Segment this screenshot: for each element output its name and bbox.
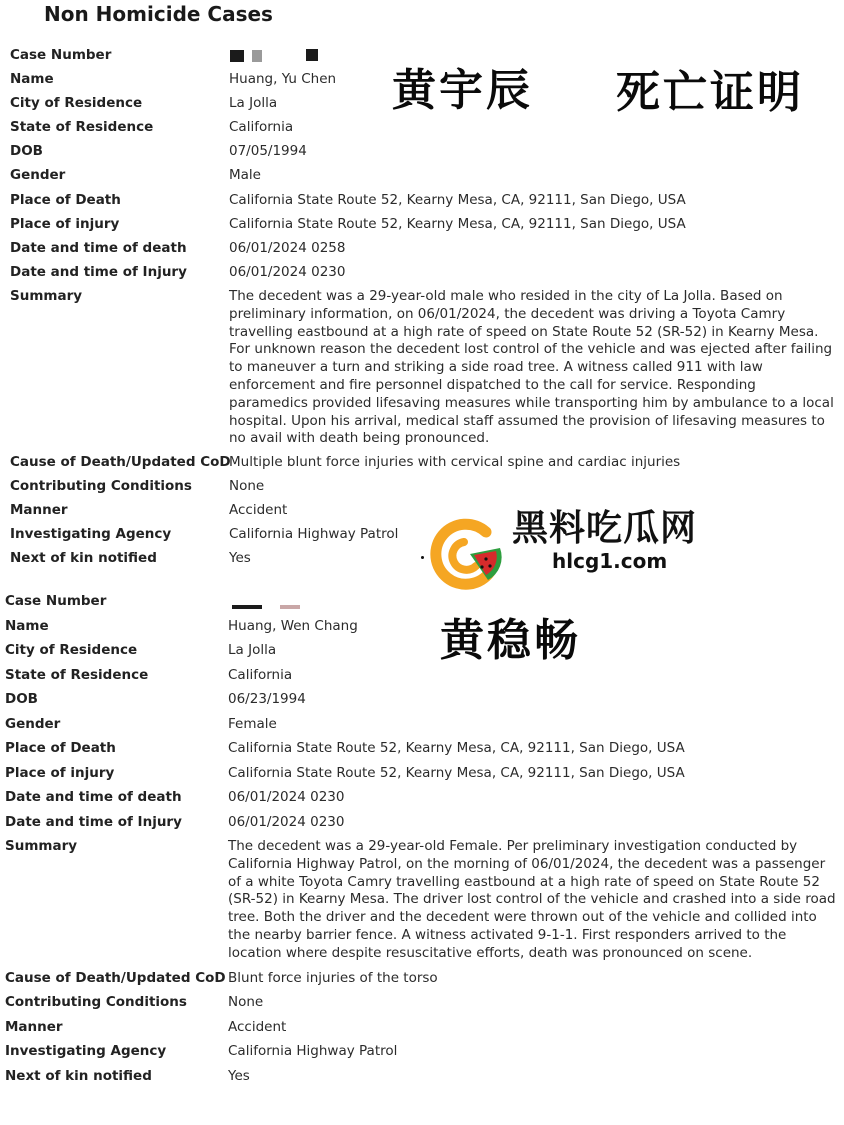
watermelon-logo-icon (428, 514, 508, 594)
dob-value: 07/05/1994 (229, 143, 307, 159)
summary-text: The decedent was a 29-year-old Female. Per preliminary investigation conducted by California Highway Patrol, on the morning of 06/01/2024, the decedent was a passenger of a white Toyota Camry travelling eastbound at a high rate of speed on State Route 52 (SR-52) in Kearny Mesa. The driver lost control of the vehicle and crashed into a side road tree. Both the driver and the decedent were thrown out of the vehicle and collided into the nearby barrier fence. A witness activated 9-1-1. First responders arrived to the location where despite resuscitative efforts, death was pronounced on scene. (228, 838, 836, 961)
gender-value: Female (228, 716, 277, 732)
agency-value: California Highway Patrol (229, 526, 399, 542)
name-label: Name (10, 71, 54, 87)
place-of-death-value: California State Route 52, Kearny Mesa, CA, 92111, San Diego, USA (229, 192, 686, 208)
agency-label: Investigating Agency (10, 526, 172, 542)
name-label: Name (5, 618, 49, 634)
redacted-case-number (306, 49, 318, 61)
place-of-death-label: Place of Death (10, 192, 121, 208)
state-value: California (229, 119, 294, 135)
next-of-kin-label: Next of kin notified (10, 550, 157, 566)
manner-label: Manner (10, 502, 68, 518)
summary-label: Summary (10, 288, 83, 304)
gender-label: Gender (10, 167, 66, 183)
date-of-injury-value: 06/01/2024 0230 (228, 814, 345, 830)
case-number-label: Case Number (10, 47, 112, 63)
redacted-case-number (230, 50, 244, 62)
dob-label: DOB (5, 691, 38, 707)
watermark-url: hlcg1.com (552, 549, 668, 573)
place-of-injury-value: California State Route 52, Kearny Mesa, CA, 92111, San Diego, USA (228, 765, 685, 781)
cause-label: Cause of Death/Updated CoD (5, 970, 226, 986)
watermark-dot (421, 556, 424, 559)
cause-value: Blunt force injuries of the torso (228, 970, 438, 986)
state-value: California (228, 667, 293, 683)
cause-value: Multiple blunt force injuries with cervical spine and cardiac injuries (229, 454, 681, 470)
date-of-injury-label: Date and time of Injury (5, 814, 182, 830)
dob-label: DOB (10, 143, 43, 159)
summary-label: Summary (5, 838, 78, 854)
place-of-death-label: Place of Death (5, 740, 116, 756)
page-title: Non Homicide Cases (44, 2, 273, 26)
city-value: La Jolla (229, 95, 278, 111)
place-of-death-value: California State Route 52, Kearny Mesa, CA, 92111, San Diego, USA (228, 740, 685, 756)
watermark-site-name: 黑料吃瓜网 (512, 508, 698, 549)
city-label: City of Residence (10, 95, 143, 111)
contributing-value: None (228, 994, 264, 1010)
summary-text: The decedent was a 29-year-old male who resided in the city of La Jolla. Based on preliminary information, on 06/01/2024, the decedent was driving a Toyota Camry travelling eastbound at a high rate of speed on State Route 52 (SR-52) in Kearny Mesa. For unknown reason the decedent lost control of the vehicle and was ejected after failing to maneuver a turn and striking a side road tree. A witness called 911 with law enforcement and fire personnel dispatched to the call for service. Responding paramedics provided lifesaving measures while transporting him by ambulance to a local hospital. Upon his arrival, medical staff assumed the provision of lifesaving measures to no avail with death being pronounced. (229, 288, 834, 447)
place-of-injury-label: Place of injury (5, 765, 115, 781)
name-value: Huang, Wen Chang (228, 618, 358, 634)
gender-value: Male (229, 167, 261, 183)
date-of-death-label: Date and time of death (10, 240, 187, 256)
agency-value: California Highway Patrol (228, 1043, 398, 1059)
place-of-injury-value: California State Route 52, Kearny Mesa, CA, 92111, San Diego, USA (229, 216, 686, 232)
redacted-case-number (280, 605, 300, 609)
dob-value: 06/23/1994 (228, 691, 306, 707)
redacted-case-number (252, 50, 262, 62)
manner-label: Manner (5, 1019, 63, 1035)
date-of-death-label: Date and time of death (5, 789, 182, 805)
overlay-chinese-name-1: 黄宇辰 (392, 65, 533, 116)
contributing-label: Contributing Conditions (10, 478, 192, 494)
next-of-kin-value: Yes (229, 550, 251, 566)
overlay-death-certificate-title: 死亡证明 (616, 67, 804, 118)
overlay-chinese-name-2: 黄稳畅 (440, 615, 581, 666)
next-of-kin-label: Next of kin notified (5, 1068, 152, 1084)
state-label: State of Residence (5, 667, 149, 683)
name-value: Huang, Yu Chen (229, 71, 337, 87)
date-of-injury-label: Date and time of Injury (10, 264, 187, 280)
date-of-death-value: 06/01/2024 0258 (229, 240, 346, 256)
manner-value: Accident (229, 502, 288, 518)
state-label: State of Residence (10, 119, 154, 135)
next-of-kin-value: Yes (228, 1068, 250, 1084)
agency-label: Investigating Agency (5, 1043, 167, 1059)
place-of-injury-label: Place of injury (10, 216, 120, 232)
redacted-case-number (232, 605, 262, 609)
cause-label: Cause of Death/Updated CoD (10, 454, 231, 470)
contributing-value: None (229, 478, 265, 494)
case-number-label: Case Number (5, 593, 107, 609)
contributing-label: Contributing Conditions (5, 994, 187, 1010)
gender-label: Gender (5, 716, 61, 732)
city-label: City of Residence (5, 642, 138, 658)
date-of-injury-value: 06/01/2024 0230 (229, 264, 346, 280)
city-value: La Jolla (228, 642, 277, 658)
date-of-death-value: 06/01/2024 0230 (228, 789, 345, 805)
manner-value: Accident (228, 1019, 287, 1035)
